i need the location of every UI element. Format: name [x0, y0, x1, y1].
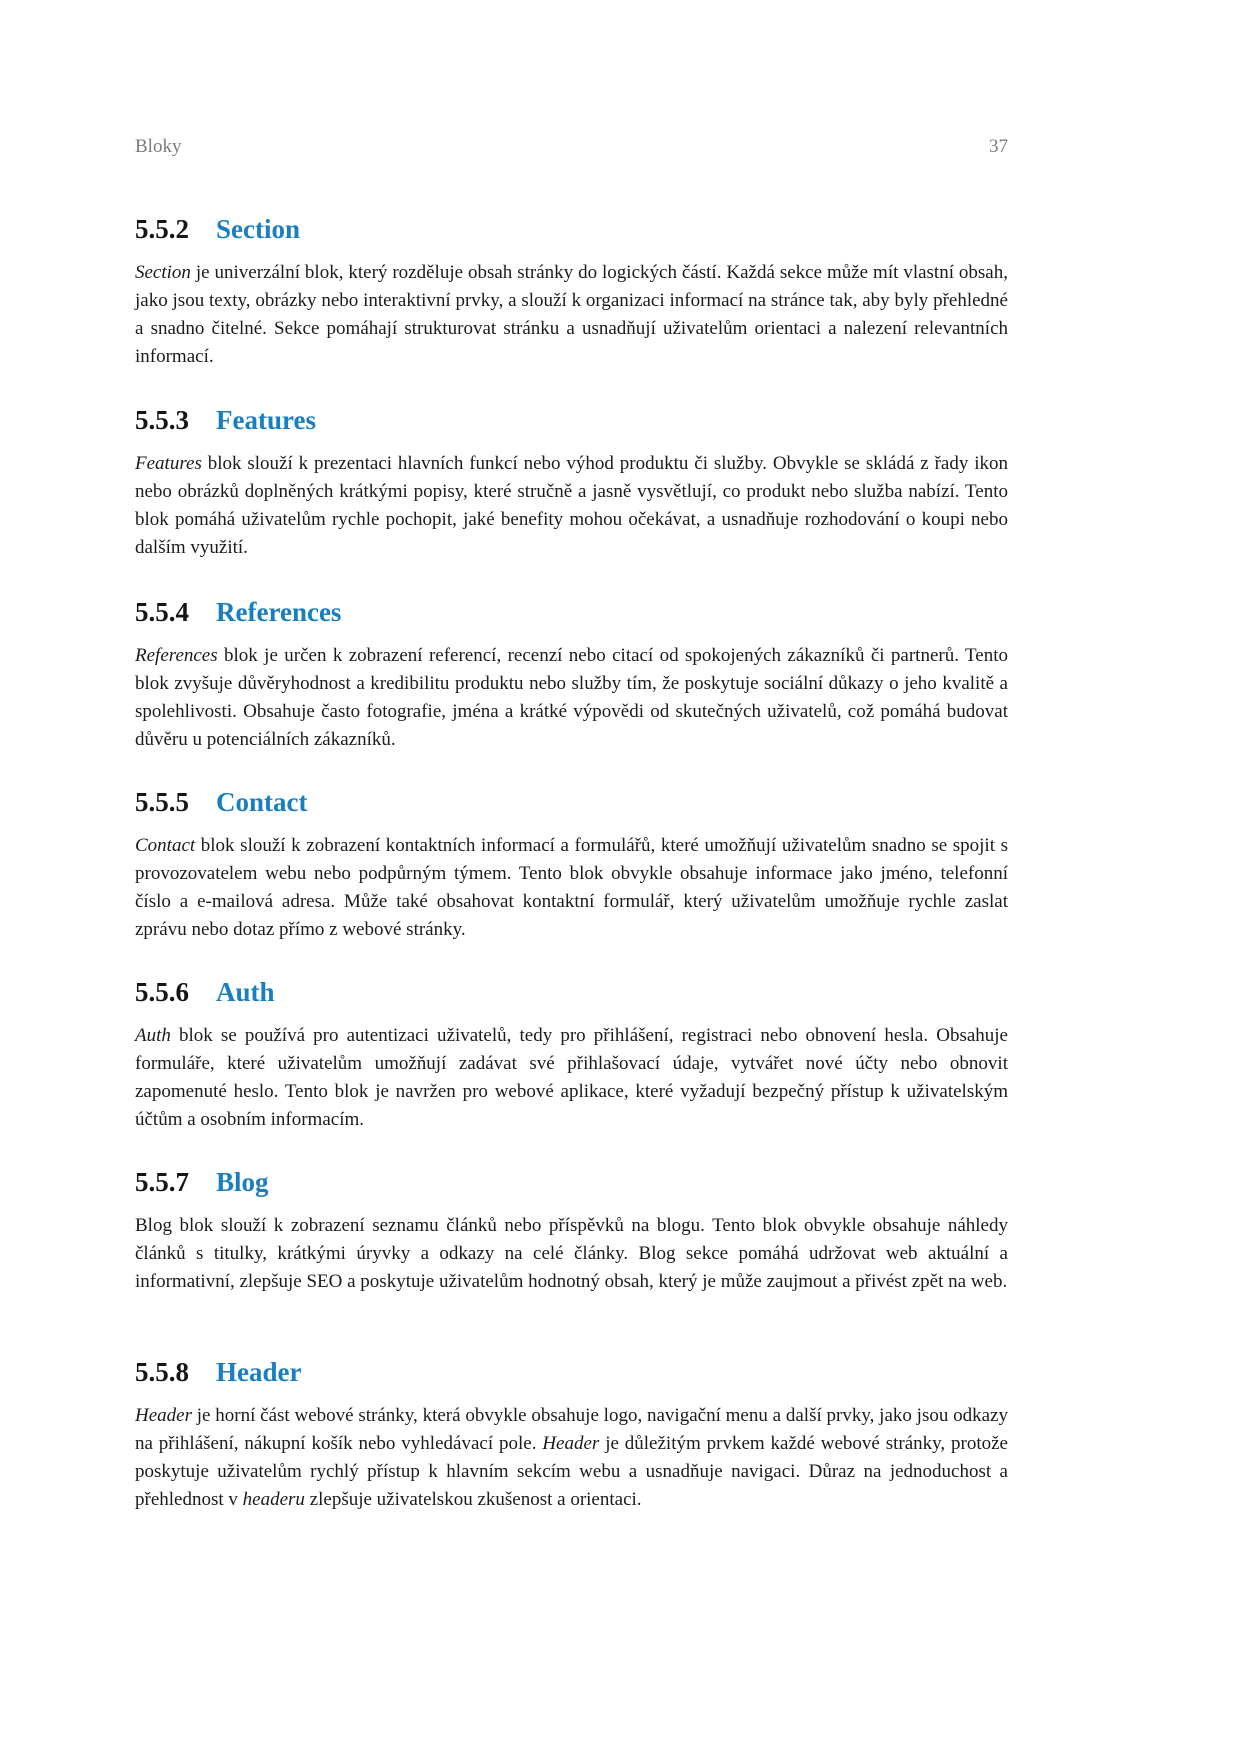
- section-paragraph: Contact blok slouží k zobrazení kontaktních informací a formulářů, které umožňují uživatelům snadno se spojit s provozovatelem webu nebo podpůrným týmem. Tento blok obvykle obsahuje informace jako jméno, telefonní číslo a e-mailová adresa. Může také obsahovat kontaktní formulář, který uživatelům umožňuje rychle zaslat zprávu nebo dotaz přímo z webové stránky.: [135, 835, 1008, 940]
- running-head-chapter-title: Bloky: [135, 136, 182, 157]
- document-page: [135, 0, 1008, 1754]
- section-paragraph: Blog blok slouží k zobrazení seznamu článků nebo příspěvků na blogu. Tento blok obvykle obsahuje náhledy článků s titulky, krátkými úryvky a odkazy na celé články. Blog sekce pomáhá udržovat web aktuální a informativní, zlepšuje SEO a poskytuje uživatelům hodnotný obsah, který je může zaujmout a přivést zpět na web.: [135, 1215, 1008, 1292]
- section-heading: [135, 976, 1008, 1008]
- section-5-5-5: [135, 786, 1008, 944]
- section-heading: [135, 1356, 1008, 1388]
- section-number: 5.5.2: [135, 214, 189, 244]
- section-title: Contact: [216, 787, 308, 817]
- section-heading: [135, 596, 1008, 628]
- section-paragraph: Header je horní část webové stránky, která obvykle obsahuje logo, navigační menu a další prvky, jako jsou odkazy na přihlášení, nákupní košík nebo vyhledávací pole. Header je důležitým prvkem každé webové stránky, protože poskytuje uživatelům rychlý přístup k hlavním sekcím webu a usnadňuje navigaci. Důraz na jednoduchost a přehlednost v headeru zlepšuje uživatelskou zkušenost a orientaci.: [135, 1405, 1008, 1510]
- section-title: Header: [216, 1357, 302, 1387]
- section-5-5-6: [135, 976, 1008, 1134]
- section-number: 5.5.5: [135, 787, 189, 817]
- section-paragraph: Auth blok se používá pro autentizaci uživatelů, tedy pro přihlášení, registraci nebo obnovení hesla. Obsahuje formuláře, které uživatelům umožňují zadávat své přihlašovací údaje, vytvářet nové účty nebo obnovit zapomenuté heslo. Tento blok je navržen pro webové aplikace, které vyžadují bezpečný přístup k uživatelským účtům a osobním informacím.: [135, 1025, 1008, 1130]
- section-title: Blog: [216, 1167, 269, 1197]
- section-heading: [135, 213, 1008, 245]
- page-number: 37: [989, 136, 1008, 157]
- section-title: Features: [216, 405, 316, 435]
- section-number: 5.5.8: [135, 1357, 189, 1387]
- section-5-5-7: [135, 1166, 1008, 1296]
- section-5-5-2: [135, 213, 1008, 371]
- section-5-5-4: [135, 596, 1008, 754]
- section-title: Section: [216, 214, 300, 244]
- section-5-5-8: [135, 1356, 1008, 1514]
- section-paragraph: Features blok slouží k prezentaci hlavních funkcí nebo výhod produktu či služby. Obvykle se skládá z řady ikon nebo obrázků doplněných krátkými popisy, které stručně a jasně vysvětlují, co produkt nebo služba nabízí. Tento blok pomáhá uživatelům rychle pochopit, jaké benefity mohou očekávat, a usnadňuje rozhodování o koupi nebo dalším využití.: [135, 453, 1008, 558]
- section-heading: [135, 404, 1008, 436]
- section-paragraph: References blok je určen k zobrazení referencí, recenzí nebo citací od spokojených zákazníků či partnerů. Tento blok zvyšuje důvěryhodnost a kredibilitu produktu nebo služby tím, že poskytuje sociální důkazy o jeho kvalitě a spolehlivosti. Obsahuje často fotografie, jména a krátké výpovědi od skutečných uživatelů, což pomáhá budovat důvěru u potenciálních zákazníků.: [135, 645, 1008, 750]
- section-heading: [135, 786, 1008, 818]
- section-number: 5.5.7: [135, 1167, 189, 1197]
- section-number: 5.5.4: [135, 597, 189, 627]
- section-title: Auth: [216, 977, 275, 1007]
- running-head: [135, 136, 1008, 158]
- section-number: 5.5.6: [135, 977, 189, 1007]
- section-heading: [135, 1166, 1008, 1198]
- section-title: References: [216, 597, 342, 627]
- section-5-5-3: [135, 404, 1008, 562]
- section-number: 5.5.3: [135, 405, 189, 435]
- section-paragraph: Section je univerzální blok, který rozděluje obsah stránky do logických částí. Každá sekce může mít vlastní obsah, jako jsou texty, obrázky nebo interaktivní prvky, a slouží k organizaci informací na stránce tak, aby byly přehledné a snadno čitelné. Sekce pomáhají strukturovat stránku a usnadňují uživatelům orientaci a nalezení relevantních informací.: [135, 262, 1008, 367]
